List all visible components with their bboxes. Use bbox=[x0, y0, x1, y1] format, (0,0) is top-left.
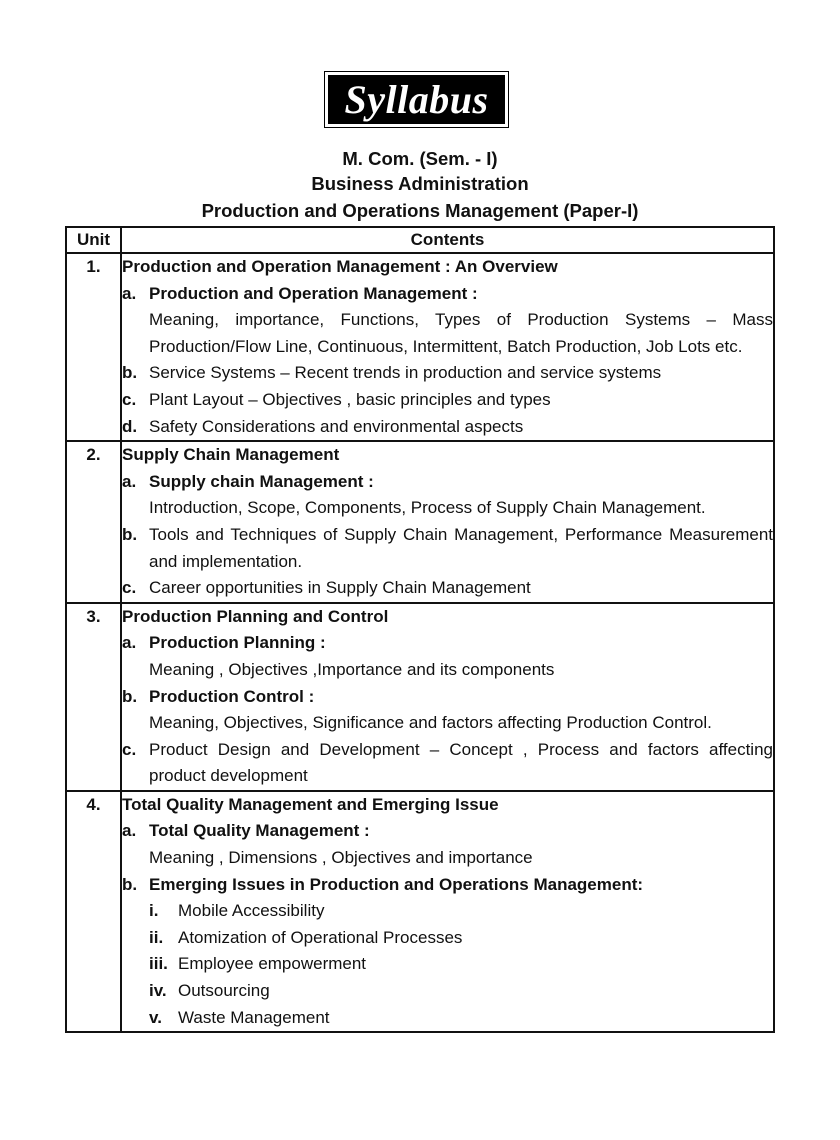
item-text: Tools and Techniques of Supply Chain Management, Performance Measurement and implementation. bbox=[149, 524, 773, 571]
course-name: M. Com. (Sem. - I) bbox=[342, 148, 498, 169]
list-item bbox=[122, 575, 773, 602]
syllabus-table bbox=[65, 226, 775, 1033]
item-heading: Production Planning : bbox=[149, 633, 326, 653]
unit-contents bbox=[121, 441, 774, 603]
unit-number: 1. bbox=[66, 253, 121, 441]
item-marker: b. bbox=[122, 363, 138, 383]
unit-title: Production Planning and Control bbox=[122, 606, 389, 626]
unit-column-header: Unit bbox=[66, 227, 121, 253]
item-description: Meaning , Objectives ,Importance and its components bbox=[149, 659, 555, 679]
list-item bbox=[122, 414, 773, 441]
item-marker: a. bbox=[122, 283, 137, 303]
list-item bbox=[122, 630, 773, 657]
list-item bbox=[122, 469, 773, 496]
item-description: Meaning, importance, Functions, Types of Production Systems – Mass Production/Flow Line, Continuous, Intermittent, Batch Production, Job Lots etc. bbox=[149, 310, 773, 356]
list-item bbox=[122, 872, 773, 899]
item-text: Career opportunities in Supply Chain Management bbox=[149, 578, 531, 598]
sub-item-text: Atomization of Operational Processes bbox=[178, 927, 463, 947]
item-marker: c. bbox=[122, 389, 137, 409]
contents-column-header: Contents bbox=[121, 227, 774, 253]
sub-list bbox=[122, 898, 773, 1031]
item-heading: Total Quality Management : bbox=[149, 821, 370, 841]
unit-number: 4. bbox=[66, 791, 121, 1032]
item-text: Service Systems – Recent trends in production and service systems bbox=[149, 363, 662, 383]
item-heading: Supply chain Management : bbox=[149, 471, 374, 491]
table-row bbox=[66, 791, 774, 1032]
list-item bbox=[122, 737, 773, 790]
list-item bbox=[122, 818, 773, 845]
sub-list-item bbox=[149, 951, 773, 978]
item-marker: b. bbox=[122, 524, 138, 544]
sub-item-marker: iv. bbox=[149, 981, 167, 1001]
list-item bbox=[122, 387, 773, 414]
sub-item-text: Outsourcing bbox=[178, 981, 270, 1001]
sub-list-item bbox=[149, 925, 773, 952]
sub-item-marker: iii. bbox=[149, 954, 168, 974]
unit-title: Supply Chain Management bbox=[122, 445, 340, 465]
table-row bbox=[66, 253, 774, 441]
item-marker: a. bbox=[122, 633, 137, 653]
item-heading: Production Control : bbox=[149, 686, 315, 706]
sub-item-text: Mobile Accessibility bbox=[178, 901, 325, 921]
syllabus-title-box bbox=[324, 71, 509, 128]
sub-list-item bbox=[149, 1005, 773, 1032]
paper-name: Production and Operations Management (Paper-I) bbox=[201, 200, 639, 221]
item-marker: b. bbox=[122, 686, 138, 706]
item-marker: c. bbox=[122, 739, 137, 759]
item-marker: b. bbox=[122, 874, 138, 894]
item-description: Introduction, Scope, Components, Process of Supply Chain Management. bbox=[149, 498, 706, 518]
sub-item-text: Waste Management bbox=[178, 1007, 330, 1027]
unit-number: 3. bbox=[66, 603, 121, 791]
item-marker: a. bbox=[122, 821, 137, 841]
item-marker: c. bbox=[122, 578, 137, 598]
unit-contents bbox=[121, 791, 774, 1032]
list-item bbox=[122, 684, 773, 711]
sub-list-item bbox=[149, 898, 773, 925]
item-description: Meaning , Dimensions , Objectives and importance bbox=[149, 848, 533, 868]
table-row bbox=[66, 441, 774, 603]
item-heading: Production and Operation Management : bbox=[149, 283, 478, 303]
unit-contents bbox=[121, 603, 774, 791]
sub-item-text: Employee empowerment bbox=[178, 954, 367, 974]
unit-contents bbox=[121, 253, 774, 441]
item-marker: d. bbox=[122, 416, 138, 436]
subject-name: Business Administration bbox=[311, 173, 529, 194]
table-header-row bbox=[66, 227, 774, 253]
unit-number: 2. bbox=[66, 441, 121, 603]
sub-list-item bbox=[149, 978, 773, 1005]
table-row bbox=[66, 603, 774, 791]
item-description: Meaning, Objectives, Significance and factors affecting Production Control. bbox=[149, 713, 712, 733]
item-text: Safety Considerations and environmental aspects bbox=[149, 416, 524, 436]
item-heading: Emerging Issues in Production and Operations Management: bbox=[149, 874, 644, 894]
sub-item-marker: v. bbox=[149, 1007, 162, 1027]
syllabus-title: Syllabus bbox=[328, 75, 505, 124]
list-item bbox=[122, 281, 773, 308]
sub-item-marker: i. bbox=[149, 901, 159, 921]
item-text: Plant Layout – Objectives , basic principles and types bbox=[149, 389, 551, 409]
list-item bbox=[122, 522, 773, 575]
item-marker: a. bbox=[122, 471, 137, 491]
unit-title: Total Quality Management and Emerging Issue bbox=[122, 794, 499, 814]
unit-title: Production and Operation Management : An Overview bbox=[122, 257, 558, 276]
list-item bbox=[122, 360, 773, 387]
sub-item-marker: ii. bbox=[149, 927, 164, 947]
item-text: Product Design and Development – Concept , Process and factors affecting product development bbox=[149, 739, 773, 786]
